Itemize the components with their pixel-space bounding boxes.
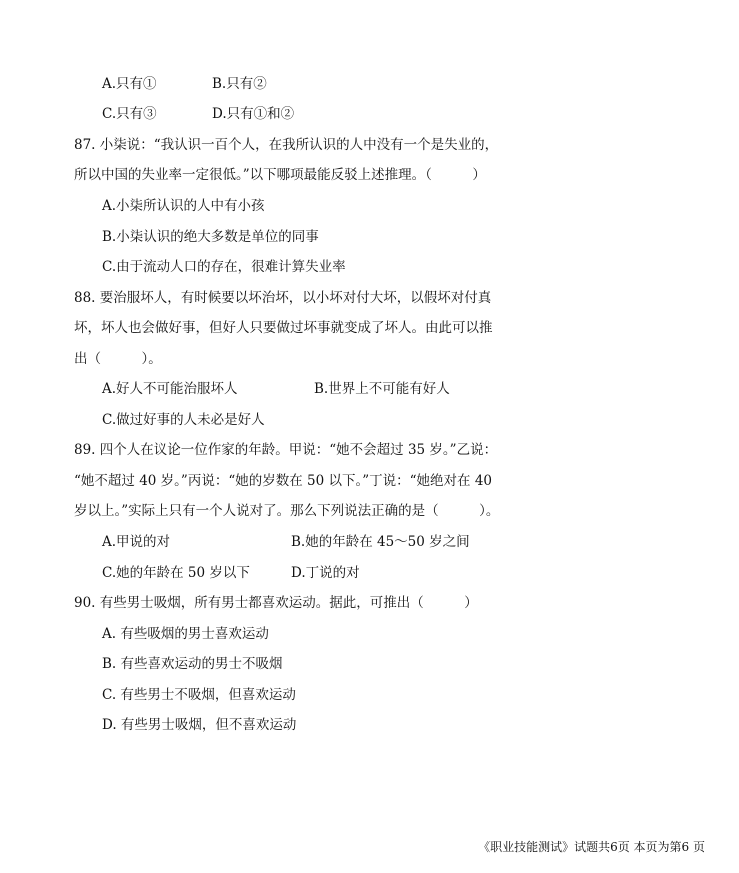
q86-option-c: C.只有③ (102, 106, 157, 122)
q89-option-a: A.甲说的对 (102, 534, 171, 550)
q88-stem-line2: 坏，坏人也会做好事，但好人只要做过坏事就变成了坏人。由此可以推 (74, 320, 493, 336)
q90-option-b: B. 有些喜欢运动的男士不吸烟 (102, 656, 283, 672)
q89-option-d: D.丁说的对 (291, 565, 360, 581)
q88-option-b: B.世界上不可能有好人 (314, 381, 450, 397)
q90-option-d: D. 有些男士吸烟，但不喜欢运动 (102, 717, 297, 733)
page-footer: 《职业技能测试》试题共6页 本页为第6 页 (478, 840, 705, 854)
q89-stem-line3: 岁以上。”实际上只有一个人说对了。那么下列说法正确的是（ ）。 (74, 503, 500, 519)
q87-stem-line1: 87. 小柒说：“我认识一百个人，在我所认识的人中没有一个是失业的， (74, 137, 499, 153)
q87-option-b: B.小柒认识的绝大多数是单位的同事 (102, 229, 319, 245)
q89-option-c: C.她的年龄在 50 岁以下 (102, 565, 250, 581)
q90-option-a: A. 有些吸烟的男士喜欢运动 (102, 626, 269, 642)
q88-option-a: A.好人不可能治服坏人 (102, 381, 238, 397)
q86-option-b: B.只有② (212, 76, 267, 92)
q88-stem-line1: 88. 要治服坏人，有时候要以坏治坏，以小坏对付大坏，以假坏对付真 (74, 290, 492, 306)
q89-option-b: B.她的年龄在 45～50 岁之间 (291, 534, 470, 550)
q86-option-d: D.只有①和② (212, 106, 295, 122)
q88-stem-line3: 出（ ）。 (74, 351, 162, 367)
q87-option-c: C.由于流动人口的存在，很难计算失业率 (102, 259, 346, 275)
q89-stem-line1: 89. 四个人在议论一位作家的年龄。甲说：“她不会超过 35 岁。”乙说： (74, 442, 498, 458)
q87-stem-line2: 所以中国的失业率一定很低。”以下哪项最能反驳上述推理。（ ） (74, 167, 486, 183)
q90-option-c: C. 有些男士不吸烟，但喜欢运动 (102, 687, 296, 703)
q89-stem-line2: “她不超过 40 岁。”丙说：“她的岁数在 50 以下。”丁说：“她绝对在 40 (74, 473, 492, 489)
q88-option-c: C.做过好事的人未必是好人 (102, 412, 265, 428)
q87-option-a: A.小柒所认识的人中有小孩 (102, 198, 265, 214)
q90-stem-line1: 90. 有些男士吸烟，所有男士都喜欢运动。据此，可推出（ ） (74, 595, 478, 611)
q86-option-a: A.只有① (102, 76, 157, 92)
